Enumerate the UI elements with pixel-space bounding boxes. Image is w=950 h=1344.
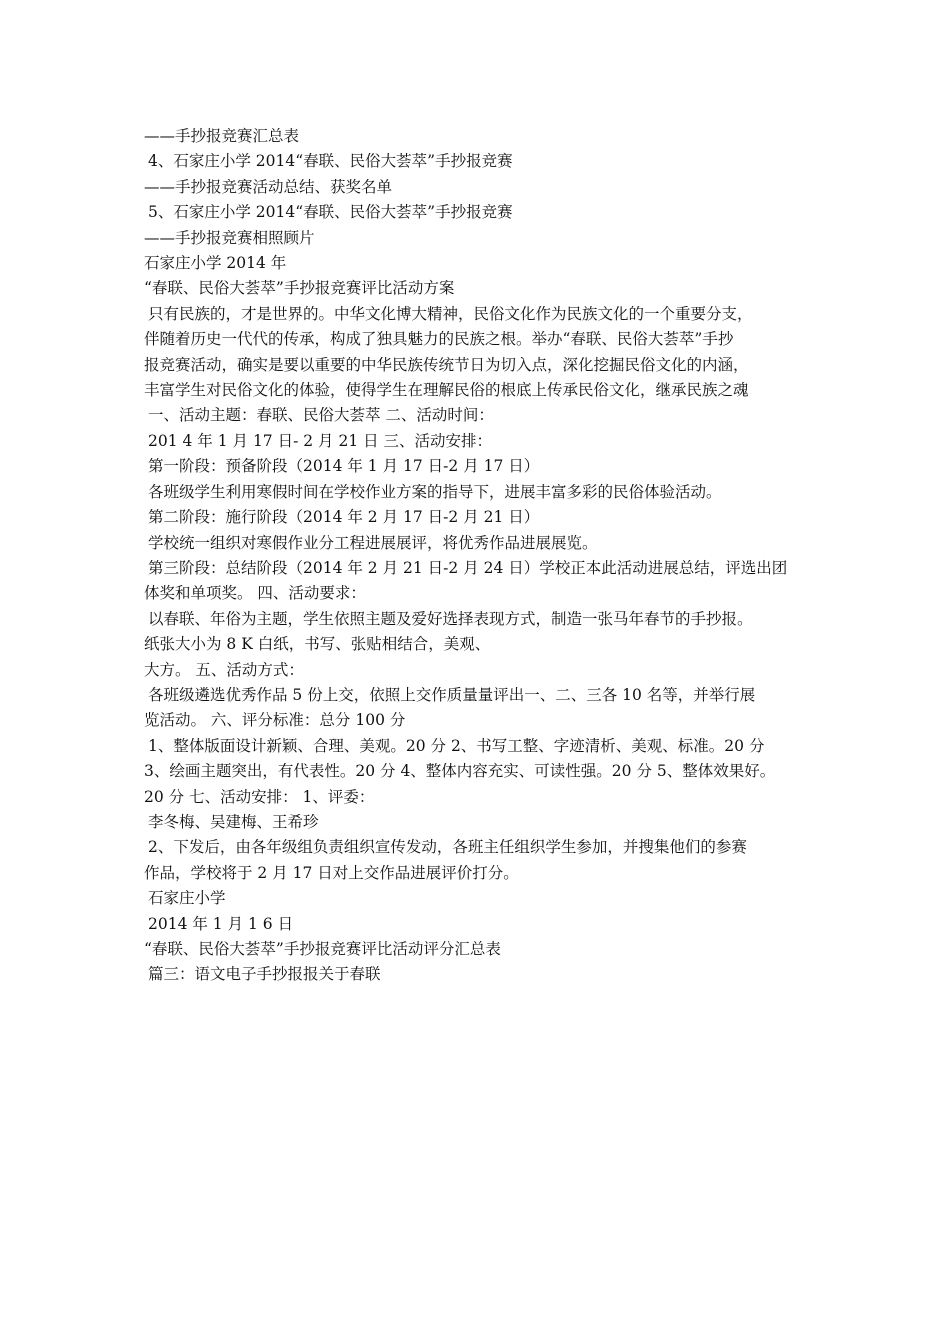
text-line: 石家庄小学 2014 年 — [144, 254, 287, 273]
text-line: 丰富学生对民俗文化的体验，使得学生在理解民俗的根底上传承民俗文化，继承民族之魂 — [144, 381, 749, 400]
text-line: 2014 年 1 月 1 6 日 — [148, 914, 294, 933]
text-line: 伴随着历史一代代的传承，构成了独具魅力的民族之根。举办“春联、民俗大荟萃”手抄 — [144, 330, 734, 349]
text-line: 20 分 七、活动安排： 1、评委： — [144, 787, 375, 806]
text-line: 览活动。 六、评分标准：总分 100 分 — [144, 711, 406, 730]
text-line: 各班级学生利用寒假时间在学校作业方案的指导下，进展丰富多彩的民俗体验活动。 — [148, 482, 722, 501]
text-line: ——手抄报竞赛汇总表 — [144, 127, 300, 145]
text-line: 篇三：语文电子手抄报报关于春联 — [148, 965, 381, 984]
text-line: 石家庄小学 — [148, 889, 226, 908]
text-line: ——手抄报竞赛活动总结、获奖名单 — [144, 177, 393, 196]
text-line: 以春联、年俗为主题，学生依照主题及爱好选择表现方式，制造一张马年春节的手抄报。 — [148, 609, 753, 628]
text-line: 学校统一组织对寒假作业分工程进展展评，将优秀作品进展展览。 — [148, 533, 598, 552]
text-line: 4、石家庄小学 2014“春联、民俗大荟萃”手抄报竞赛 — [148, 152, 513, 171]
text-line: 李冬梅、吴建梅、王希珍 — [148, 812, 319, 831]
text-line: ——手抄报竞赛相照顾片 — [144, 228, 315, 247]
text-line: 只有民族的，才是世界的。中华文化博大精神，民俗文化作为民族文化的一个重要分支， — [148, 304, 753, 323]
text-line: 一、活动主题：春联、民俗大荟萃 二、活动时间： — [148, 406, 494, 425]
text-line: 2、下发后，由各年级组负责组织宣传发动，各班主任组织学生参加，并搜集他们的参赛 — [148, 838, 747, 857]
text-line: “春联、民俗大荟萃”手抄报竞赛评比活动方案 — [144, 279, 455, 298]
text-line: 大方。 五、活动方式： — [144, 660, 304, 679]
text-line: 第一阶段：预备阶段（2014 年 1 月 17 日-2 月 17 日） — [148, 457, 540, 476]
text-line: 纸张大小为 8 K 白纸，书写、张贴相结合，美观、 — [144, 635, 491, 654]
text-line: 体奖和单项奖。 四、活动要求： — [144, 584, 366, 603]
text-line: 5、石家庄小学 2014“春联、民俗大荟萃”手抄报竞赛 — [148, 203, 513, 222]
text-line: 3、绘画主题突出，有代表性。20 分 4、整体内容充实、可读性强。20 分 5、整体效果好。 — [144, 762, 776, 781]
text-line: “春联、民俗大荟萃”手抄报竞赛评比活动评分汇总表 — [144, 940, 501, 958]
text-line: 各班级遴选优秀作品 5 份上交，依照上交作质量量评出一、二、三各 10 名等，并举行展 — [148, 685, 756, 704]
document-body — [144, 124, 824, 988]
text-line: 报竞赛活动，确实是要以重要的中华民族传统节日为切入点，深化挖掘民俗文化的内涵， — [144, 355, 749, 374]
text-line: 201 4 年 1 月 17 日- 2 月 21 日 三、活动安排： — [148, 431, 493, 450]
text-line: 作品，学校将于 2 月 17 日对上交作品进展评价打分。 — [144, 863, 519, 882]
text-line: 1、整体版面设计新颖、合理、美观。20 分 2、书写工整、字迹清析、美观、标准。20 分 — [148, 736, 765, 755]
text-line: 第二阶段：施行阶段（2014 年 2 月 17 日-2 月 21 日） — [148, 508, 540, 527]
text-line: 第三阶段：总结阶段（2014 年 2 月 21 日-2 月 24 日）学校正本此活动进展总结，评选出团 — [148, 558, 788, 577]
